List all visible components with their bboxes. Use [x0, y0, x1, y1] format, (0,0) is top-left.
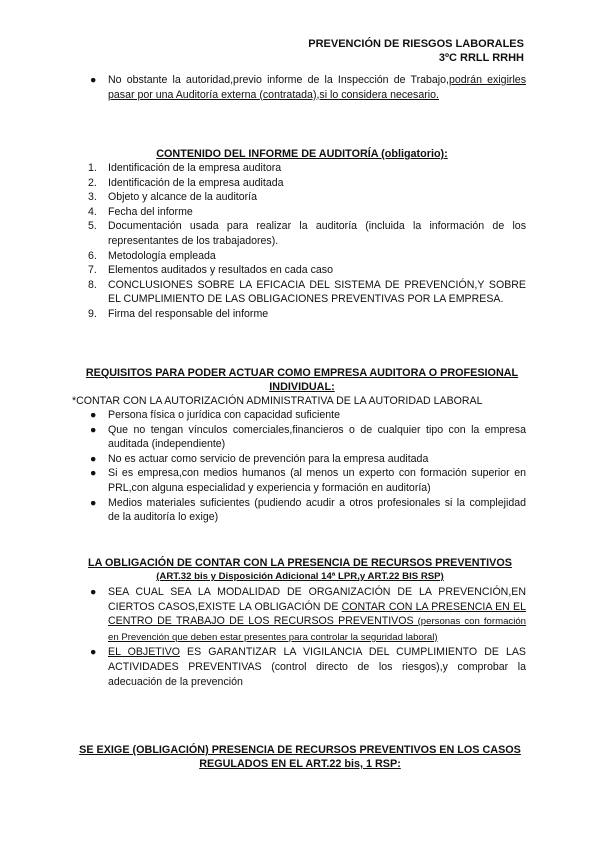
list-text: Medios materiales suficientes (pudiendo acudir a otros profesionales si la complejidad de la auditoría lo exige) — [108, 496, 526, 524]
requisitos-heading: REQUISITOS PARA PODER ACTUAR COMO EMPRESA AUDITORA O PROFESIONAL INDIVIDUAL: — [85, 367, 519, 393]
list-item — [78, 249, 526, 264]
list-text: CONCLUSIONES SOBRE LA EFICACIA DEL SISTEMA DE PREVENCIÓN,Y SOBRE EL CUMPLIMIENTO DE LAS OBLIGACIONES PREVENTIVAS POR LA EMPRESA. — [108, 278, 526, 306]
list-number: 6. — [88, 249, 97, 262]
list-text: Objeto y alcance de la auditoría — [108, 191, 257, 204]
list-item — [78, 205, 526, 220]
intro-bullet — [78, 73, 526, 102]
final-heading-line2: REGULADOS EN EL ART.22 bis, 1 RSP: — [199, 758, 401, 770]
intro-underlined-text: podrán exigirles pasar por una Auditoría externa (contratada),si lo considera necesario. — [108, 74, 526, 101]
list-item — [78, 408, 526, 423]
bullet-icon: ● — [90, 646, 97, 659]
list-text: Fecha del informe — [108, 205, 193, 218]
list-number: 5. — [88, 220, 97, 233]
list-item — [78, 263, 526, 278]
obligacion-heading — [70, 556, 530, 584]
requisitos-intro: *CONTAR CON LA AUTORIZACIÓN ADMINISTRATIVA DE LA AUTORIDAD LABORAL — [72, 395, 483, 407]
list-text: Metodología empleada — [108, 249, 216, 262]
list-item — [78, 496, 526, 525]
final-heading-line1: SE EXIGE (OBLIGACIÓN) PRESENCIA DE RECURSOS PREVENTIVOS EN LOS CASOS — [79, 744, 521, 756]
final-heading — [70, 743, 530, 771]
list-text: Si es empresa,con medios humanos (al menos un experto con formación superior en PRL,con alguna especialidad y experiencia y formación en auditoría) — [108, 467, 526, 494]
list-text: Firma del responsable del informe — [108, 307, 269, 320]
list-number: 1. — [88, 162, 97, 174]
contenido-heading: CONTENIDO DEL INFORME DE AUDITORÍA (obligatorio): — [156, 148, 448, 160]
list-number: 8. — [88, 278, 97, 291]
list-text: Persona física o jurídica con capacidad suficiente — [108, 409, 341, 421]
list-item — [78, 278, 526, 307]
list-item — [78, 161, 526, 176]
obligacion-heading-line2: (ART.32 bis y Disposición Adicional 14ª LPR,y ART.22 BIS RSP) — [156, 571, 444, 582]
bullet-icon: ● — [90, 467, 97, 480]
bullet-icon: ● — [90, 496, 97, 509]
bullet-icon: ● — [90, 409, 97, 421]
list-text: Que no tengan vínculos comerciales,financieros o de cualquier tipo con la empresa auditada (independiente) — [108, 423, 526, 451]
obligacion-heading-line1: LA OBLIGACIÓN DE CONTAR CON LA PRESENCIA DE RECURSOS PREVENTIVOS — [88, 557, 512, 569]
list-text: Identificación de la empresa auditora — [108, 162, 282, 174]
header-course: 3ºC RRLL RRHH — [438, 52, 524, 64]
bullet-icon: ● — [90, 586, 97, 598]
list-item — [78, 307, 526, 322]
list-text: No es actuar como servicio de prevención para la empresa auditada — [108, 452, 429, 465]
list-number: 3. — [88, 191, 97, 204]
obligacion-item-2: ● EL OBJETIVO ES GARANTIZAR LA VIGILANCIA DEL CUMPLIMIENTO DE LAS ACTIVIDADES PREVENTIVAS (control directo de los riesgos),y comprobar la adecuación de la prevención — [90, 646, 526, 688]
list-item — [78, 423, 526, 452]
list-item — [78, 219, 526, 248]
header-subject: PREVENCIÓN DE RIESGOS LABORALES — [308, 38, 524, 50]
intro-text: No obstante la autoridad,previo informe de la Inspección de Trabajo, — [108, 74, 449, 86]
obligacion-item-1: ● SEA CUAL SEA LA MODALIDAD DE ORGANIZACIÓN DE LA PREVENCIÓN,EN CIERTOS CASOS,EXISTE LA OBLIGACIÓN DE CONTAR CON LA PRESENCIA EN EL CENTRO DE TRABAJO DE LOS RECURSOS PREVENTIVOS (personas con formación en Prevención que deben estar presentes para controlar la seguridad laboral) — [90, 586, 527, 643]
list-item — [78, 176, 526, 191]
list-text: Elementos auditados y resultados en cada caso — [108, 264, 333, 277]
list-item — [78, 190, 526, 205]
bullet-icon: ● — [90, 74, 97, 86]
bullet-icon: ● — [90, 423, 97, 436]
obligacion-list — [78, 585, 526, 689]
list-item — [78, 452, 526, 467]
list-number: 7. — [88, 264, 97, 277]
list-number: 4. — [88, 205, 97, 218]
list-item — [78, 466, 526, 495]
contenido-list — [78, 161, 526, 322]
list-number: 2. — [88, 176, 97, 189]
list-text: Documentación usada para realizar la auditoría (incluida la información de los representantes de los trabajadores). — [108, 220, 526, 247]
requisitos-list — [78, 408, 526, 525]
list-number: 9. — [88, 307, 97, 320]
bullet-icon: ● — [90, 452, 97, 465]
page-header — [308, 37, 524, 65]
list-text: Identificación de la empresa auditada — [108, 176, 284, 189]
